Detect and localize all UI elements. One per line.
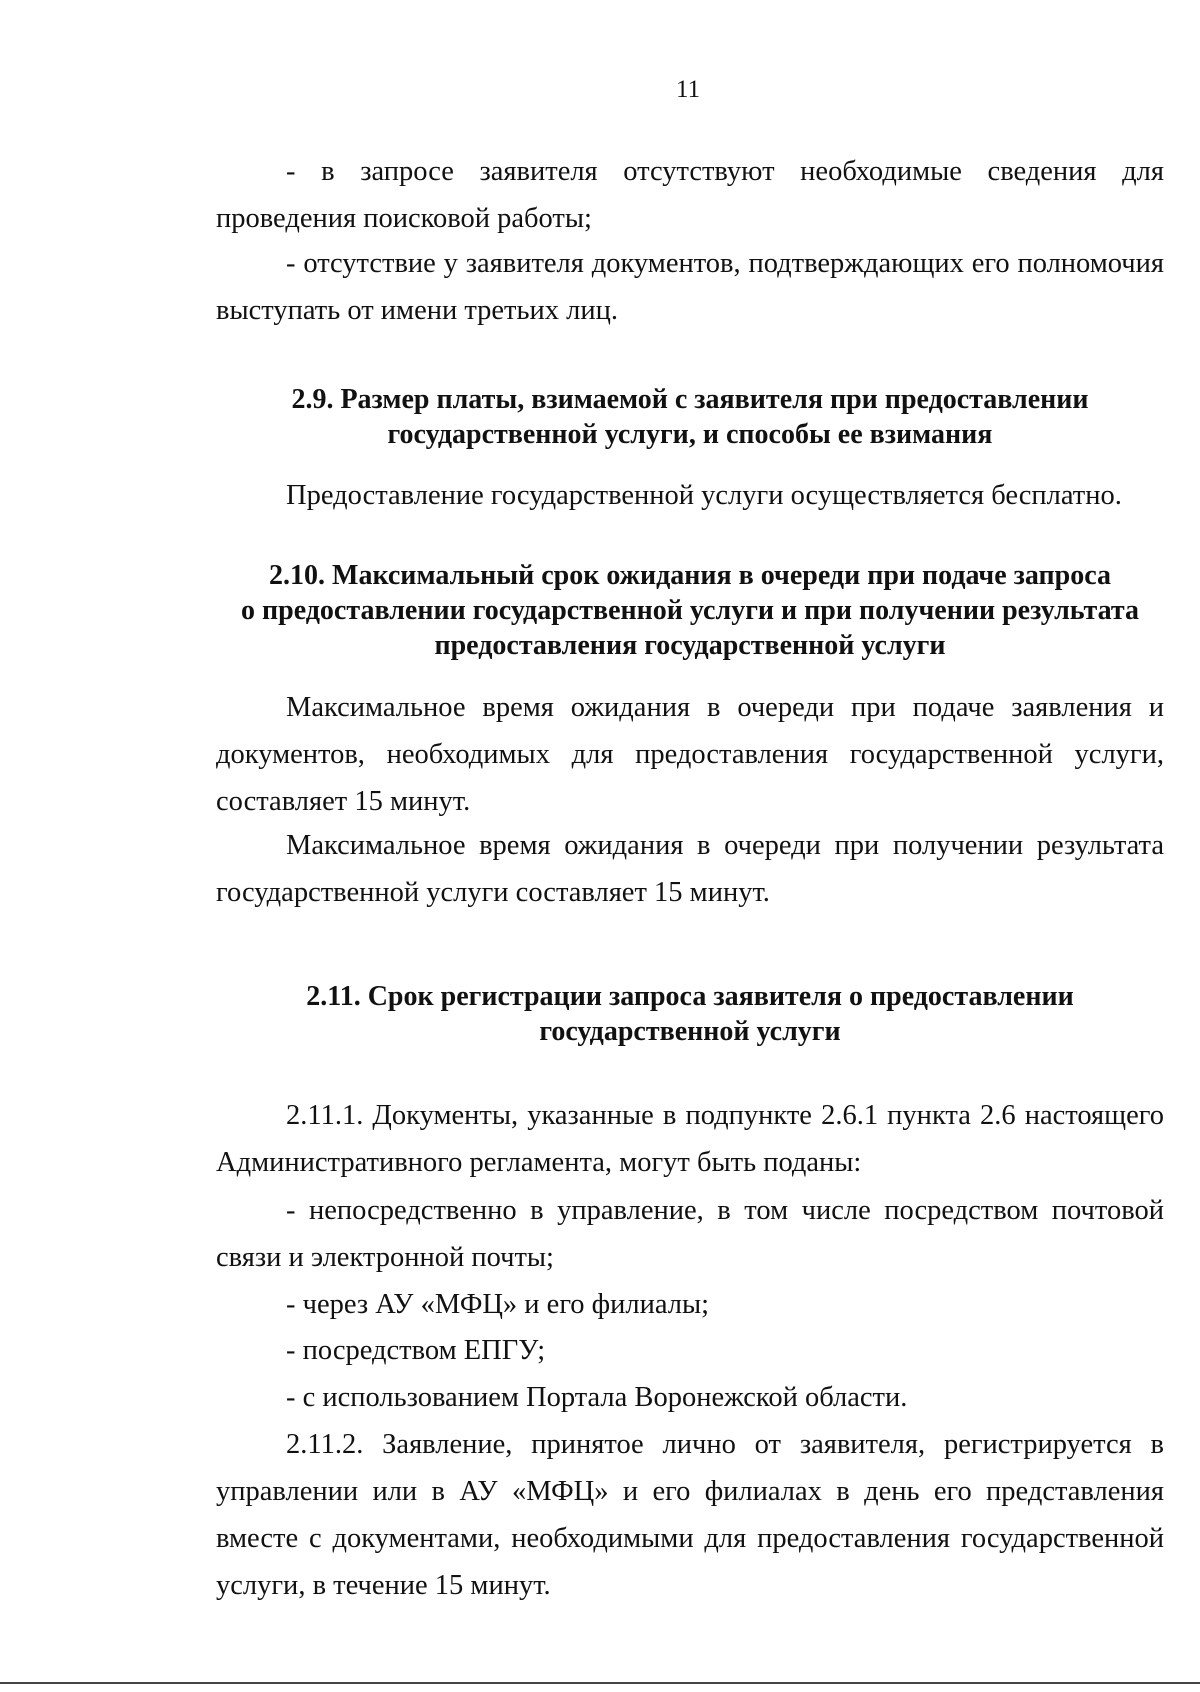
heading-2-9-line-2: государственной услуги, и способы ее взимания (387, 419, 993, 450)
paragraph-wait-result: Максимальное время ожидания в очереди при получении результата государственной услуги составляет 15 минут. (216, 830, 1164, 908)
list-item-directly: - непосредственно в управление, в том числе посредством почтовой связи и электронной почты; (216, 1195, 1164, 1273)
heading-2-10-line-3: предоставления государственной услуги (434, 630, 946, 661)
heading-2-9-line-1: 2.9. Размер платы, взимаемой с заявителя при предоставлении (291, 384, 1089, 415)
heading-2-11-line-2: государственной услуги (539, 1016, 841, 1047)
heading-2-9 (216, 382, 1164, 452)
heading-2-11 (216, 979, 1164, 1049)
paragraph-missing-info: - в запросе заявителя отсутствуют необходимые сведения для проведения поисковой работы; (216, 156, 1164, 234)
paragraph-free-service: Предоставление государственной услуги осуществляется бесплатно. (286, 480, 1122, 511)
page-bottom-rule (0, 1682, 1200, 1684)
page-number: 11 (676, 76, 701, 103)
paragraph-2-11-2: 2.11.2. Заявление, принятое лично от заявителя, регистрируется в управлении или в АУ «МФЦ» и его филиалах в день его представления вместе с документами, необходимыми для предоставления государственной услуги, в течение 15 минут. (216, 1429, 1164, 1601)
heading-2-10-line-1: 2.10. Максимальный срок ожидания в очереди при подаче запроса (269, 560, 1111, 591)
paragraph-wait-submission: Максимальное время ожидания в очереди при подаче заявления и документов, необходимых для предоставления государственной услуги, составляет 15 минут. (216, 692, 1164, 817)
heading-2-11-line-1: 2.11. Срок регистрации запроса заявителя о предоставлении (306, 981, 1074, 1012)
list-item-epgu: - посредством ЕПГУ; (286, 1335, 546, 1366)
paragraph-no-authority: - отсутствие у заявителя документов, подтверждающих его полномочия выступать от имени третьих лиц. (216, 248, 1164, 326)
heading-2-10-line-2: о предоставлении государственной услуги и при получении результата (241, 595, 1139, 626)
list-item-portal: - с использованием Портала Воронежской области. (286, 1382, 908, 1413)
heading-2-10 (216, 558, 1164, 663)
paragraph-2-11-1: 2.11.1. Документы, указанные в подпункте 2.6.1 пункта 2.6 настоящего Административного регламента, могут быть поданы: (216, 1100, 1164, 1178)
list-item-mfc: - через АУ «МФЦ» и его филиалы; (286, 1289, 710, 1320)
